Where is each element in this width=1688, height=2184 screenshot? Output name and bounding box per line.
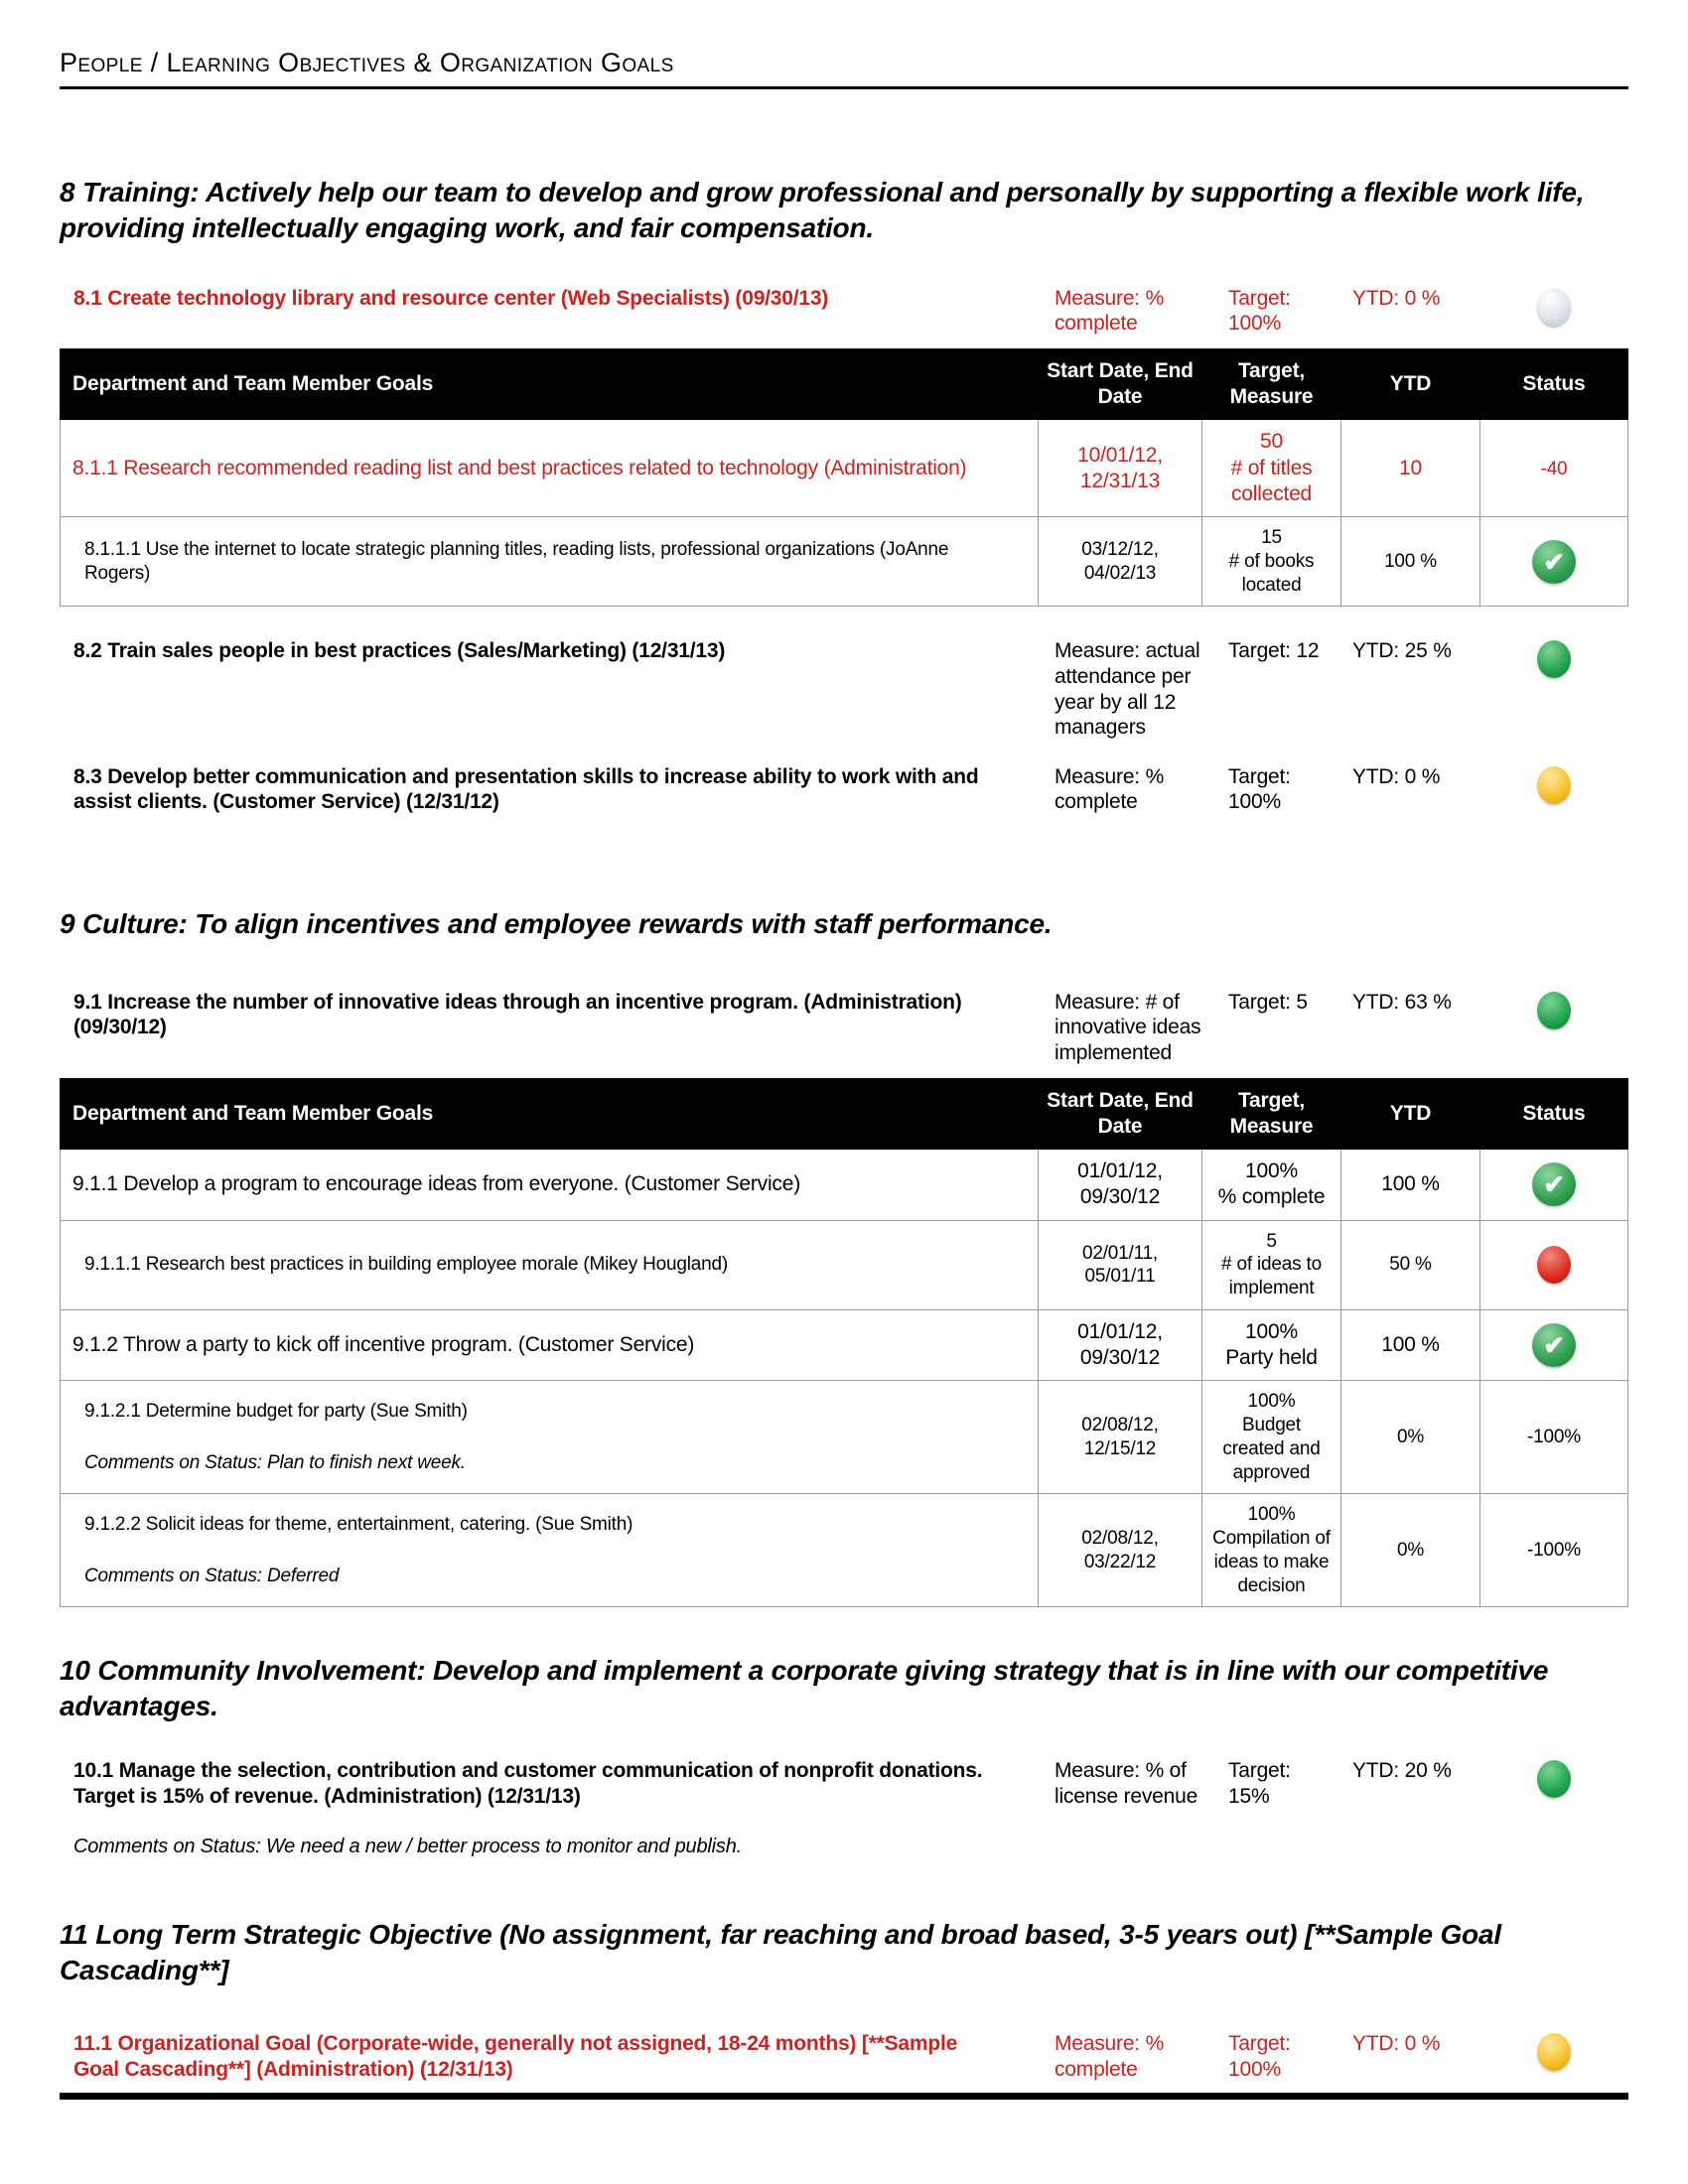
end-date: 09/30/12	[1079, 1185, 1161, 1209]
target-value: 50	[1260, 430, 1283, 454]
goal-cell: 9.1.1 Develop a program to encourage ideas from everyone. (Customer Service)	[61, 1150, 1039, 1221]
goal-target: Target: 12	[1228, 639, 1320, 663]
ytd-cell: 100 %	[1341, 517, 1480, 607]
table-row-9-1-2-1	[61, 1381, 1628, 1494]
goal-cell: 8.1.1 Research recommended reading list and best practices related to technology (Administration)	[61, 420, 1039, 517]
status-cell	[1480, 1220, 1628, 1309]
goal-target: Target: 100%	[1228, 286, 1291, 336]
section-8-heading: 8 Training: Actively help our team to develop and grow professional and personally by supporting a flexible work life, providing intellectually engaging work, and fair compensation.	[60, 177, 1585, 243]
target-cell	[1202, 1309, 1341, 1381]
goal-10-1	[60, 1758, 1628, 1859]
col-header-goals: Department and Team Member Goals	[61, 348, 1039, 420]
page-title: People / Learning Objectives & Organization Goals	[60, 48, 674, 77]
target-measure: Party held	[1225, 1346, 1318, 1370]
target-cell	[1202, 1494, 1341, 1607]
target-cell	[1202, 1150, 1341, 1221]
end-date: 05/01/11	[1084, 1266, 1156, 1288]
goal-9-1	[60, 990, 1628, 1066]
goal-ytd: YTD: 25 %	[1352, 639, 1452, 663]
dates-cell	[1039, 1220, 1202, 1309]
goal-measure: Measure: # of innovative ideas implemented	[1055, 990, 1201, 1065]
table-row-8-1-1-1	[61, 517, 1628, 607]
ytd-cell: 0%	[1341, 1494, 1480, 1607]
target-measure: # of titles collected	[1230, 456, 1313, 505]
goal-status	[1479, 286, 1628, 326]
section-11-heading: 11 Long Term Strategic Objective (No assignment, far reaching and broad based, 3-5 years out) [**Sample Goal Cascading**]	[60, 1918, 1501, 1985]
goal-8-3	[60, 764, 1628, 815]
goal-11-1	[60, 2031, 1628, 2082]
target-cell	[1202, 517, 1341, 607]
target-cell	[1202, 1220, 1341, 1309]
col-header-dates: Start Date, End Date	[1039, 348, 1202, 420]
col-header-dates: Start Date, End Date	[1039, 1078, 1202, 1150]
goal-title	[60, 1758, 1043, 1859]
goals-table-section-9	[60, 1078, 1628, 1608]
col-header-ytd: YTD	[1341, 348, 1480, 420]
goal-title-text: 10.1 Manage the selection, contribution and customer communication of nonprofit donations. Target is 15% of revenue. (Administration) (12/31/13)	[73, 1759, 983, 1808]
ytd-cell: 100 %	[1341, 1309, 1480, 1381]
status-icon	[1537, 2033, 1571, 2071]
ytd-cell: 100 %	[1341, 1150, 1480, 1221]
goals-table-section-8	[60, 348, 1628, 608]
table-header-row	[61, 1078, 1628, 1150]
target-measure: Budget created and approved	[1222, 1415, 1321, 1483]
goal-measure: Measure: % complete	[1055, 2032, 1165, 2081]
goal-ytd: YTD: 63 %	[1352, 990, 1452, 1014]
status-icon	[1537, 766, 1571, 804]
table-row-9-1-1-1	[61, 1220, 1628, 1309]
goal-ytd: YTD: 0 %	[1352, 286, 1441, 310]
start-date: 10/01/12,	[1077, 443, 1163, 467]
status-check-icon	[1532, 1323, 1576, 1367]
status-cell	[1480, 1309, 1628, 1381]
page-header	[60, 48, 1628, 89]
target-measure: # of ideas to implement	[1221, 1254, 1322, 1299]
status-icon	[1537, 288, 1571, 326]
goal-measure: Measure: % complete	[1055, 286, 1165, 336]
end-date: 04/02/13	[1083, 562, 1157, 584]
goal-title: 9.1 Increase the number of innovative ideas through an incentive program. (Administration) (09/30/12)	[73, 990, 962, 1039]
col-header-goals: Department and Team Member Goals	[61, 1078, 1039, 1150]
goal-8-1	[60, 286, 1628, 337]
ytd-cell: 50 %	[1341, 1220, 1480, 1309]
status-value: -100%	[1527, 1540, 1581, 1562]
dates-cell	[1039, 1381, 1202, 1494]
goal-status	[1479, 764, 1628, 804]
target-cell	[1202, 1381, 1341, 1494]
dates-cell	[1039, 1150, 1202, 1221]
goal-text: 9.1.2.1 Determine budget for party (Sue Smith)	[84, 1401, 468, 1423]
table-row-9-1-1	[61, 1150, 1628, 1221]
start-date: 03/12/12,	[1081, 539, 1159, 560]
target-value: 100%	[1247, 1391, 1296, 1413]
table-header-row	[61, 348, 1628, 420]
dates-cell	[1039, 1309, 1202, 1381]
status-value: -40	[1540, 458, 1568, 479]
target-value: 100%	[1245, 1160, 1298, 1183]
goal-8-2	[60, 638, 1628, 740]
goal-ytd: YTD: 0 %	[1352, 2032, 1441, 2056]
goal-text: 9.1.2.2 Solicit ideas for theme, entertainment, catering. (Sue Smith)	[84, 1514, 633, 1536]
dates-cell	[1039, 1494, 1202, 1607]
goal-target: Target: 5	[1228, 990, 1308, 1014]
status-cell	[1480, 420, 1628, 517]
status-check-icon	[1532, 1162, 1576, 1206]
status-icon	[1537, 992, 1571, 1029]
start-date: 01/01/12,	[1077, 1319, 1163, 1343]
goal-title: 8.2 Train sales people in best practices (Sales/Marketing) (12/31/13)	[73, 639, 726, 663]
goal-measure: Measure: % of license revenue	[1055, 1759, 1198, 1808]
status-comment: Comments on Status: We need a new / better process to monitor and publish.	[73, 1836, 742, 1858]
goal-status	[1479, 990, 1628, 1029]
target-measure: # of books located	[1228, 550, 1315, 596]
dates-cell	[1039, 420, 1202, 517]
goal-ytd: YTD: 0 %	[1352, 764, 1441, 788]
status-cell	[1480, 1381, 1628, 1494]
end-date: 03/22/12	[1083, 1551, 1157, 1572]
goal-cell: 9.1.2 Throw a party to kick off incentive program. (Customer Service)	[61, 1309, 1039, 1381]
col-header-target: Target, Measure	[1202, 1078, 1341, 1150]
col-header-ytd: YTD	[1341, 1078, 1480, 1150]
col-header-status: Status	[1480, 1078, 1628, 1150]
section-10-heading: 10 Community Involvement: Develop and implement a corporate giving strategy that is in line with our competitive advantages.	[60, 1655, 1549, 1722]
goal-target: Target: 100%	[1228, 2032, 1291, 2081]
status-icon	[1537, 640, 1571, 678]
goal-status	[1479, 638, 1628, 678]
ytd-cell: 10	[1341, 420, 1480, 517]
goal-cell: 8.1.1.1 Use the internet to locate strategic planning titles, reading lists, professional organizations (JoAnne Rogers)	[61, 517, 1039, 607]
start-date: 02/01/11,	[1081, 1242, 1159, 1264]
status-comment: Comments on Status: Deferred	[84, 1565, 340, 1586]
status-cell	[1480, 1150, 1628, 1221]
goal-target: Target: 100%	[1228, 764, 1291, 814]
status-cell	[1480, 517, 1628, 607]
status-value: -100%	[1527, 1427, 1581, 1448]
goal-title: 11.1 Organizational Goal (Corporate-wide, generally not assigned, 18-24 months) [**Sample Goal Cascading**] (Administration) (12/31/13)	[73, 2032, 958, 2081]
status-cell	[1480, 1494, 1628, 1607]
start-date: 02/08/12,	[1081, 1528, 1159, 1550]
goal-title: 8.3 Develop better communication and presentation skills to increase ability to work with and assist clients. (Customer Service) (12/31/12)	[73, 764, 979, 814]
target-value: 100%	[1247, 1504, 1296, 1526]
target-cell	[1202, 420, 1341, 517]
col-header-target: Target, Measure	[1202, 348, 1341, 420]
section-9-heading: 9 Culture: To align incentives and employee rewards with staff performance.	[60, 908, 1053, 940]
goal-status	[1479, 1758, 1628, 1798]
dates-cell	[1039, 517, 1202, 607]
goal-cell	[61, 1381, 1039, 1494]
goal-status	[1479, 2031, 1628, 2071]
end-date: 12/15/12	[1083, 1437, 1157, 1459]
goal-cell	[61, 1494, 1039, 1607]
table-row-9-1-2	[61, 1309, 1628, 1381]
goal-ytd: YTD: 20 %	[1352, 1759, 1452, 1783]
status-icon	[1537, 1760, 1571, 1798]
goal-measure: Measure: actual attendance per year by all 12 managers	[1055, 639, 1200, 740]
ytd-cell: 0%	[1341, 1381, 1480, 1494]
goal-target: Target: 15%	[1228, 1759, 1291, 1808]
target-measure: % complete	[1217, 1185, 1326, 1209]
end-date: 09/30/12	[1079, 1346, 1161, 1370]
target-measure: Compilation of ideas to make decision	[1212, 1528, 1331, 1596]
goal-measure: Measure: % complete	[1055, 764, 1165, 814]
start-date: 01/01/12,	[1077, 1160, 1163, 1183]
status-icon	[1537, 1246, 1571, 1284]
goal-cell: 9.1.1.1 Research best practices in building employee morale (Mikey Hougland)	[61, 1220, 1039, 1309]
target-value: 15	[1261, 527, 1282, 549]
target-value: 5	[1266, 1230, 1277, 1252]
target-value: 100%	[1245, 1319, 1298, 1343]
col-header-status: Status	[1480, 348, 1628, 420]
end-date: 12/31/13	[1079, 469, 1161, 492]
table-row-8-1-1	[61, 420, 1628, 517]
next-table-top-bar	[60, 2093, 1628, 2100]
table-row-9-1-2-2	[61, 1494, 1628, 1607]
status-comment: Comments on Status: Plan to finish next week.	[84, 1451, 466, 1473]
goal-title: 8.1 Create technology library and resource center (Web Specialists) (09/30/13)	[73, 286, 829, 310]
status-check-icon	[1532, 540, 1576, 584]
start-date: 02/08/12,	[1081, 1415, 1159, 1436]
